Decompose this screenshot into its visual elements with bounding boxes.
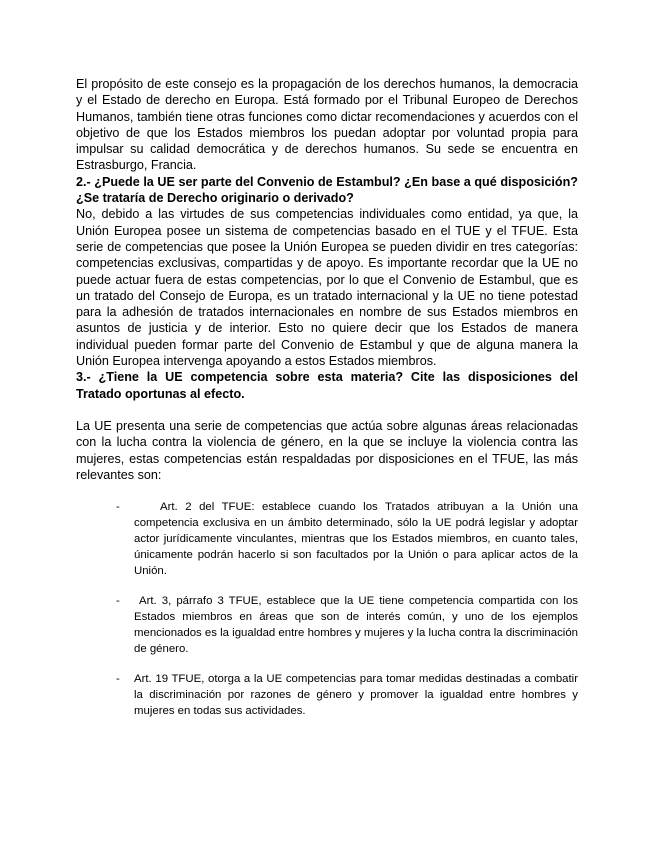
list-item-text: Art. 19 TFUE, otorga a la UE competencias para tomar medidas destinadas a combatir la discriminación por razones de género y promover la igualdad entre hombres y mujeres en todas sus actividades. [134, 673, 578, 718]
intro-paragraph: El propósito de este consejo es la propagación de los derechos humanos, la democracia y el Estado de derecho en Europa. Está formado por el Tribunal Europeo de Derechos Humanos, también tiene otras funciones como dictar recomendaciones y acuerdos con el objetivo de que los Estados miembros los puedan adoptar por voluntad propia para impulsar su calidad democrática y de derechos humanos. Su sede se encuentra en Estrasburgo, Francia. [76, 77, 578, 173]
blank-line [76, 402, 578, 418]
list-item [76, 671, 578, 719]
answer-2-paragraph: No, debido a las virtudes de sus competencias individuales como entidad, ya que, la Unión Europea posee un sistema de competencias basado en el TUE y el TFUE. Esta serie de competencias que posee la Unión Europea se pueden dividir en tres categorías: competencias exclusivas, compartidas y de apoyo. Es importante recordar que la UE no puede actuar fuera de estas competencias, por lo que el Convenio de Estambul, que es un tratado del Consejo de Europa, es un tratado internacional y la UE no tiene potestad para la adhesión de tratados internacionales en nombre de sus Estados miembros en asuntos de justicia y de interior. Esto no quiere decir que los Estados de manera individual pueden formar parte del Convenio de Estambul y que de alguna manera la Unión Europea intervenga apoyando a estos Estados miembros. [76, 207, 578, 369]
list-item-text: Art. 2 del TFUE: establece cuando los Tratados atribuyan a la Unión una competencia exclusiva en un ámbito determinado, sólo la UE podrá legislar y adoptar actor jurídicamente vinculantes, mientras que los Estados miembros, en cuanto tales, únicamente podrán hacerlo si son facultados por la Unión o para aplicar actos de la Unión. [134, 501, 578, 578]
list-item [76, 593, 578, 657]
question-3-heading: 3.- ¿Tiene la UE competencia sobre esta materia? Cite las disposiciones del Tratado oportunas al efecto. [76, 370, 578, 401]
list-bullet: - [116, 595, 120, 608]
provisions-list [76, 499, 578, 719]
list-item [76, 499, 578, 579]
document-page [76, 76, 578, 733]
list-bullet: - [116, 501, 120, 514]
list-bullet: - [116, 673, 120, 686]
question-2-heading: 2.- ¿Puede la UE ser parte del Convenio de Estambul? ¿En base a qué disposición? ¿Se trataría de Derecho originario o derivado? [76, 174, 578, 206]
list-item-text: Art. 3, párrafo 3 TFUE, establece que la UE tiene competencia compartida con los Estados miembros en áreas que son de interés común, y uno de los ejemplos mencionados es la igualdad entre hombres y mujeres y la lucha contra la discriminación de género. [134, 595, 578, 656]
answer-3-paragraph: La UE presenta una serie de competencias que actúa sobre algunas áreas relacionadas con la lucha contra la violencia de género, en la que se incluye la violencia contra las mujeres, estas competencias están respaldadas por disposiciones en el TFUE, las más relevantes son: [76, 418, 578, 482]
